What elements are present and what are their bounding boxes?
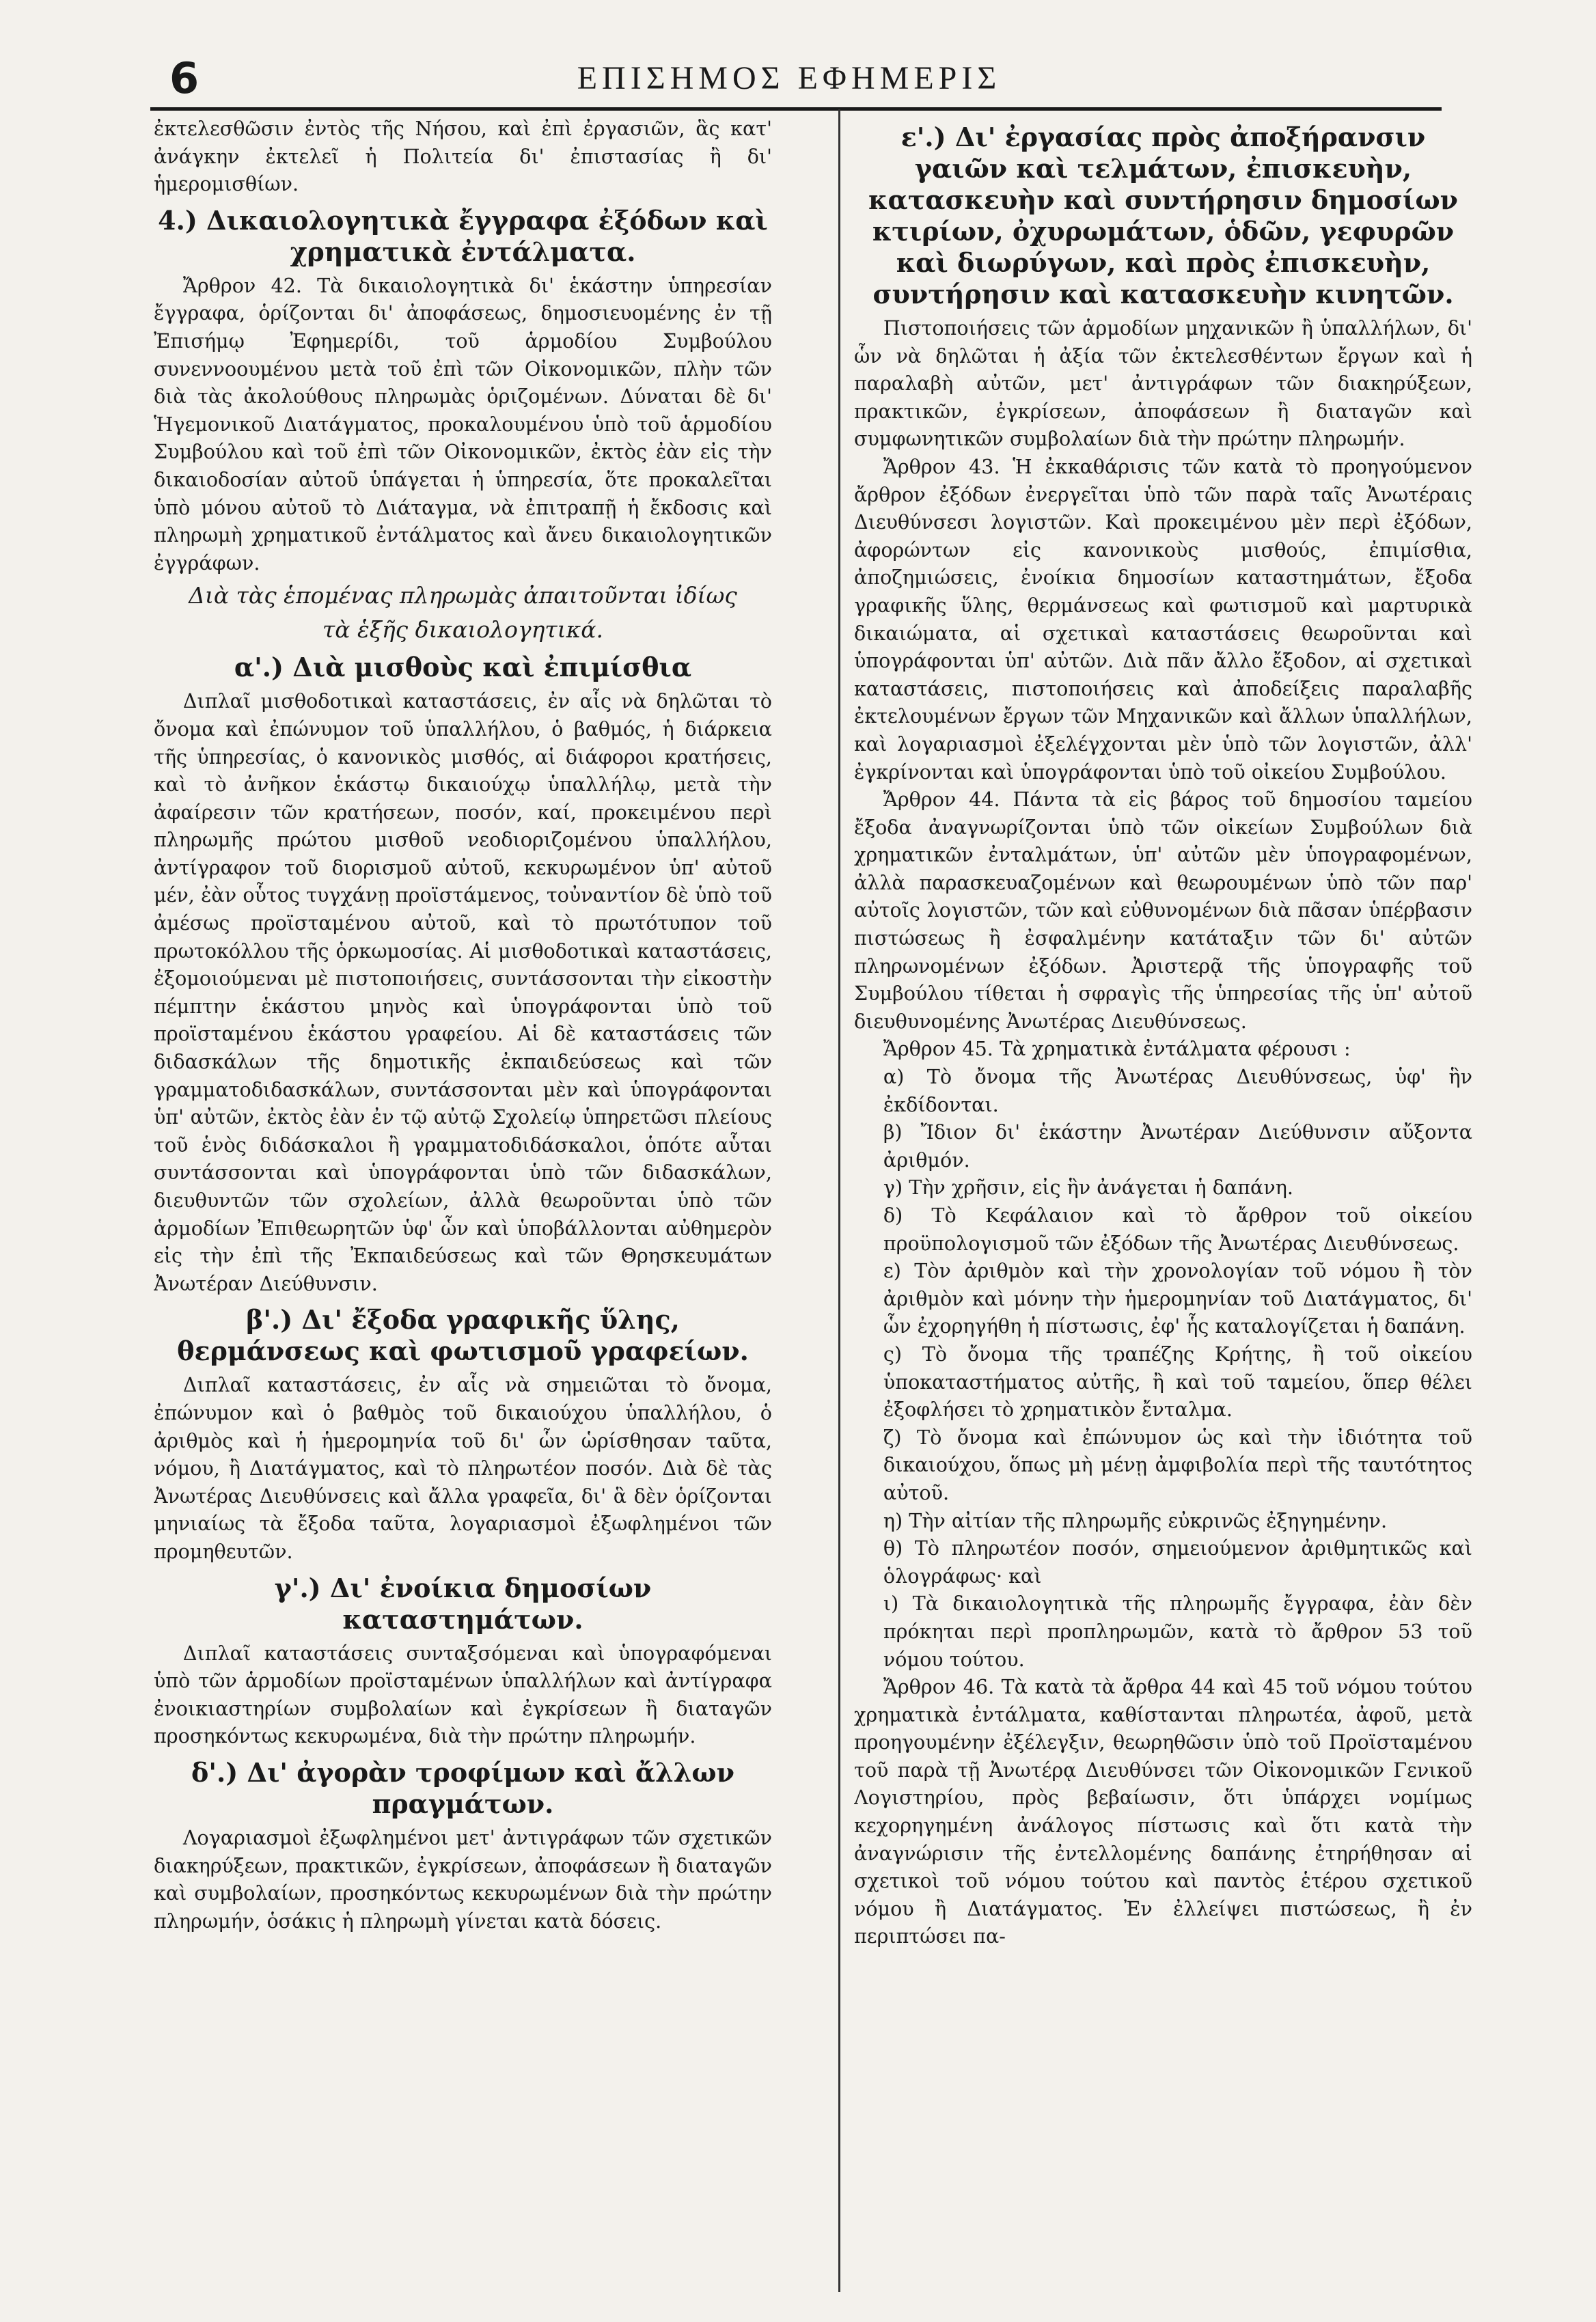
page-header (137, 51, 1442, 106)
article-paragraph: Ἄρθρον 45. Τὰ χρηματικὰ ἐντάλματα φέρουσι : (883, 1037, 1351, 1061)
column-divider (838, 109, 840, 2292)
list-item: ι) Τὰ δικαιολογητικὰ τῆς πληρωμῆς ἔγγραφα, ἐὰν δὲν πρόκηται περὶ προπληρωμῶν, κατὰ τὸ ἄρθρον 53 τοῦ νόμου τούτου. (883, 1592, 1472, 1671)
header-rule (150, 107, 1442, 111)
section-heading: 4.) Δικαιολογητικὰ ἔγγραφα ἐξόδων καὶ χρηματικὰ ἐντάλματα. (158, 204, 768, 267)
list-item: η) Τὴν αἰτίαν τῆς πληρωμῆς εὐκρινῶς ἐξηγημένην. (883, 1508, 1388, 1532)
list-item: δ) Τὸ Κεφάλαιον καὶ τὸ ἄρθρον τοῦ οἰκείου προϋπολογισμοῦ τῶν ἐξόδων τῆς Ἀνωτέρας Διευθύνσεως. (883, 1204, 1472, 1255)
italic-heading-line: Διὰ τὰς ἑπομένας πληρωμὰς ἀπαιτοῦνται ἰδίως (189, 582, 737, 609)
list-item: ε) Τὸν ἀριθμὸν καὶ τὴν χρονολογίαν τοῦ νόμου ἢ τὸν ἀριθμὸν καὶ μόνην τὴν ἡμερομηνίαν τοῦ Διατάγματος, δι' ὧν ἐχορηγήθη ἡ πίστωσις, ἐφ' ἧς καταλογίζεται ἡ δαπάνη. (883, 1259, 1472, 1338)
list-item: ζ) Τὸ ὄνομα καὶ ἐπώνυμον ὡς καὶ τὴν ἰδιότητα τοῦ δικαιούχου, ὅπως μὴ μένῃ ἀμφιβολία περὶ τῆς ταυτότητος αὐτοῦ. (883, 1425, 1472, 1504)
left-column (154, 115, 772, 2294)
list-item: α) Τὸ ὄνομα τῆς Ἀνωτέρας Διευθύνσεως, ὑφ' ἣν ἐκδίδονται. (883, 1065, 1472, 1116)
running-title: ΕΠΙΣΗΜΟΣ ΕΦΗΜΕΡΙΣ (577, 60, 1002, 96)
list-item: ς) Τὸ ὄνομα τῆς τραπέζης Κρήτης, ἢ τοῦ οἰκείου ὑποκαταστήματος αὐτῆς, ἢ καὶ τοῦ ταμείου, ὅπερ θέλει ἐξοφλήσει τὸ χρηματικὸν ἔνταλμα. (883, 1342, 1472, 1422)
subsection-heading: α'.) Διὰ μισθοὺς καὶ ἐπιμίσθια (234, 652, 692, 683)
article-paragraph: Ἄρθρον 42. Τὰ δικαιολογητικὰ δι' ἑκάστην ὑπηρεσίαν ἔγγραφα, ὁρίζονται δι' ἀποφάσεως, δημοσιευομένης ἐν τῇ Ἐπισήμῳ Ἐφημερίδι, τοῦ ἁρμοδίου Συμβούλου συνεννοουμένου μετὰ τοῦ ἐπὶ τῶν Οἰκονομικῶν, πλὴν τῶν διὰ τὰς ἀκολούθους πληρωμὰς ὁριζομένων. Δύναται δὲ δι' Ἡγεμονικοῦ Διατάγματος, προκαλουμένου ὑπὸ τοῦ ἁρμοδίου Συμβούλου καὶ τοῦ ἐπὶ τῶν Οἰκονομικῶν, ἐκτὸς ἐὰν εἰς τὴν δικαιοδοσίαν αὐτοῦ ὑπάγεται ἡ ὑπηρεσία, ὅτε προκαλεῖται ὑπὸ μόνου αὐτοῦ τὸ Διάταγμα, νὰ ἐπιτραπῇ ἡ ἔκδοσις καὶ πληρωμὴ χρηματικοῦ ἐντάλματος καὶ ἄνευ δικαιολογητικῶν ἐγγράφων. (154, 273, 772, 575)
subsection-heading: γ'.) Δι' ἐνοίκια δημοσίων καταστημάτων. (274, 1572, 652, 1635)
paragraph: Λογαριασμοὶ ἐξωφλημένοι μετ' ἀντιγράφων τῶν σχετικῶν διακηρύξεων, πρακτικῶν, ἐγκρίσεων, ἀποφάσεων ἢ διαταγῶν καὶ συμβολαίων, προσηκόντως κεκυρωμένων διὰ τὴν πρώτην πληρωμήν, ὁσάκις ἡ πληρωμὴ γίνεται κατὰ δόσεις. (154, 1825, 772, 1933)
list-item: θ) Τὸ πληρωτέον ποσόν, σημειούμενον ἀριθμητικῶς καὶ ὁλογράφως· καὶ (883, 1536, 1472, 1588)
paragraph: Διπλαῖ καταστάσεις, ἐν αἷς νὰ σημειῶται τὸ ὄνομα, ἐπώνυμον καὶ ὁ βαθμὸς τοῦ δικαιούχου ὑπαλλήλου, ὁ ἀριθμὸς καὶ ἡ ἡμερομηνία τοῦ δι' ὧν ὡρίσθησαν ταῦτα, νόμου, ἢ Διατάγματος, καὶ τὸ πληρωτέον ποσόν. Διὰ δὲ τὰς Ἀνωτέρας Διευθύνσεις καὶ ἄλλα γραφεῖα, δι' ἃ δὲν ὁρίζονται μηνιαίως τὰ ἔξοδα ταῦτα, λογαριασμοὶ ἐξωφλημένοι τῶν προμηθευτῶν. (154, 1373, 772, 1563)
list-item: γ) Τὴν χρῆσιν, εἰς ἣν ἀνάγεται ἡ δαπάνη. (883, 1176, 1293, 1200)
right-column (854, 115, 1472, 2294)
paragraph: Διπλαῖ μισθοδοτικαὶ καταστάσεις, ἐν αἷς νὰ δηλῶται τὸ ὄνομα καὶ ἐπώνυμον τοῦ ὑπαλλήλου, ὁ βαθμός, ἡ διάρκεια τῆς ὑπηρεσίας, ὁ κανονικὸς μισθός, αἱ διάφοροι κρατήσεις, καὶ τὸ ἀνῆκον ἑκάστῳ δικαιούχῳ ὑπαλλήλῳ, μετὰ τὴν ἀφαίρεσιν τῶν κρατήσεων, ποσόν, καί, προκειμένου περὶ πληρωμῆς πρώτου μισθοῦ νεοδιοριζομένου ὑπαλλήλου, ἀντίγραφον τοῦ διορισμοῦ αὐτοῦ, κεκυρωμένον ὑπ' αὐτοῦ μέν, ἐὰν οὗτος τυγχάνῃ προϊστάμενος, τοὐναντίον δὲ ὑπὸ τοῦ ἀμέσως προϊσταμένου αὐτοῦ, καὶ τὸ πρωτότυπον τοῦ πρωτοκόλλου τῆς ὁρκωμοσίας. Αἱ μισθοδοτικαὶ καταστάσεις, ἐξομοιούμεναι μὲ πιστοποιήσεις, συντάσσονται τὴν εἰκοστὴν πέμπτην ἑκάστου μηνὸς καὶ ὑπογράφονται ὑπὸ τοῦ προϊσταμένου ἑκάστου γραφείου. Αἱ δὲ καταστάσεις τῶν διδασκάλων τῆς δημοτικῆς ἐκπαιδεύσεως καὶ τῶν γραμματοδιδασκάλων, συντάσσονται μὲν καὶ ὑπογράφονται ὑπ' αὐτῶν, ἐκτὸς ἐὰν ἐν τῷ αὐτῷ Σχολείῳ ὑπηρετῶσι πλείους τοῦ ἑνὸς διδάσκαλοι ἢ γραμματοδιδάσκαλοι, ὁπότε αὗται συντάσσονται καὶ ὑπογράφονται ὑπὸ τῶν διδασκάλων, διευθυντῶν τῶν σχολείων, ἀλλὰ θεωροῦνται ὑπὸ τῶν ἁρμοδίων Ἐπιθεωρητῶν ὑφ' ὧν καὶ ὑποβάλλονται αὐθημερὸν εἰς τὴν ἐπὶ τῆς Ἐκπαιδεύσεως καὶ τῶν Θρησκευμάτων Ἀνωτέραν Διεύθυνσιν. (154, 689, 772, 1295)
article-paragraph: Ἄρθρον 44. Πάντα τὰ εἰς βάρος τοῦ δημοσίου ταμείου ἔξοδα ἀναγνωρίζονται ὑπὸ τῶν οἰκείων Συμβούλων διὰ χρηματικῶν ἐνταλμάτων, ὑπ' αὐτῶν μὲν ὑπογραφομένων, ἀλλὰ παρασκευαζομένων καὶ θεωρουμένων ὑπὸ τῶν παρ' αὐτοῖς λογιστῶν, τῶν καὶ εὐθυνομένων διὰ πᾶσαν ὑπέρβασιν πιστώσεως ἢ ἐσφαλμένην κατάταξιν τῶν δι' αὐτῶν πληρωνομένων ἐξόδων. Ἀριστερᾷ τῆς ὑπογραφῆς τοῦ Συμβούλου τίθεται ἡ σφραγὶς τῆς ὑπηρεσίας τῆς ὑπ' αὐτοῦ διευθυνομένης Ἀνωτέρας Διευθύνσεως. (854, 788, 1472, 1033)
page-number: 6 (169, 53, 200, 103)
paragraph: Πιστοποιήσεις τῶν ἁρμοδίων μηχανικῶν ἢ ὑπαλλήλων, δι' ὧν νὰ δηλῶται ἡ ἀξία τῶν ἐκτελεσθέντων ἔργων καὶ ἡ παραλαβὴ αὐτῶν, μετ' ἀντιγράφων τῶν διακηρύξεων, πρακτικῶν, ἐγκρίσεων, ἀποφάσεων ἢ διαταγῶν καὶ συμφωνητικῶν συμβολαίων διὰ τὴν πρώτην πληρωμήν. (854, 316, 1472, 451)
subsection-heading: β'.) Δι' ἔξοδα γραφικῆς ὕλης, θερμάνσεως καὶ φωτισμοῦ γραφείων. (177, 1304, 749, 1367)
italic-heading-line: τὰ ἑξῆς δικαιολογητικά. (322, 616, 604, 644)
paragraph: ἐκτελεσθῶσιν ἐντὸς τῆς Νήσου, καὶ ἐπὶ ἐργασιῶν, ἃς κατ' ἀνάγκην ἐκτελεῖ ἡ Πολιτεία δι' ἐπιστασίας ἢ δι' ἡμερομισθίων. (154, 117, 772, 196)
subsection-heading: ε'.) Δι' ἐργασίας πρὸς ἀποξήρανσιν γαιῶν καὶ τελμάτων, ἐπισκευὴν, κατασκευὴν καὶ συντήρησιν δημοσίων κτιρίων, ὀχυρωμάτων, ὁδῶν, γεφυρῶν καὶ διωρύγων, καὶ πρὸς ἐπισκευὴν, συντήρησιν καὶ κατασκευὴν κινητῶν. (868, 122, 1458, 309)
paragraph: Διπλαῖ καταστάσεις συνταξσόμεναι καὶ ὑπογραφόμεναι ὑπὸ τῶν ἁρμοδίων προϊσταμένων ὑπαλλήλων καὶ ἀντίγραφα ἐνοικιαστηρίων συμβολαίων καὶ ἐγκρίσεων ἢ διαταγῶν προσηκόντως κεκυρωμένα, διὰ τὴν πρώτην πληρωμήν. (154, 1641, 772, 1748)
article-paragraph: Ἄρθρον 43. Ἡ ἐκκαθάρισις τῶν κατὰ τὸ προηγούμενον ἄρθρον ἐξόδων ἐνεργεῖται ὑπὸ τῶν παρὰ ταῖς Ἀνωτέραις Διευθύνσεσι λογιστῶν. Καὶ προκειμένου μὲν περὶ ἐξόδων, ἀφορώντων εἰς κανονικοὺς μισθούς, ἐπιμίσθια, ἀποζημιώσεις, ἐνοίκια δημοσίων καταστημάτων, ἔξοδα γραφικῆς ὕλης, θερμάνσεως καὶ φωτισμοῦ καὶ μαρτυρικὰ δικαιώματα, αἱ σχετικαὶ καταστάσεις θεωροῦνται καὶ ὑπογράφονται ὑπ' αὐτῶν. Διὰ πᾶν ἄλλο ἔξοδον, αἱ σχετικαὶ καταστάσεις, πιστοποιήσεις καὶ ἀποδείξεις παραλαβῆς ἐκτελουμένων ἔργων τῶν Μηχανικῶν καὶ ἄλλων ὑπαλλήλων, καὶ λογαριασμοὶ ἐξελέγχονται μὲν ὑπὸ τῶν λογιστῶν, ἀλλ' ἐγκρίνονται καὶ ὑπογράφονται ὑπὸ τοῦ οἰκείου Συμβούλου. (854, 454, 1472, 784)
article-paragraph: Ἄρθρον 46. Τὰ κατὰ τὰ ἄρθρα 44 καὶ 45 τοῦ νόμου τούτου χρηματικὰ ἐντάλματα, καθίστανται πληρωτέα, ἀφοῦ, μετὰ προηγουμένην ἐξέλεγξιν, θεωρηθῶσιν ὑπὸ τοῦ Προϊσταμένου τοῦ παρὰ τῇ Ἀνωτέρᾳ Διευθύνσει τῶν Οἰκονομικῶν Γενικοῦ Λογιστηρίου, πρὸς βεβαίωσιν, ὅτι ὑπάρχει νομίμως κεχορηγημένη ἀνάλογος πίστωσις καὶ ὅτι κατὰ τὴν ἀναγνώρισιν τῆς ἐντελλομένης δαπάνης ἐτηρήθησαν αἱ σχετικοὶ τοῦ νόμου τούτου καὶ παντὸς ἑτέρου σχετικοῦ νόμου ἢ Διατάγματος. Ἐν ἐλλείψει πιστώσεως, ἢ ἐν περιπτώσει πα- (854, 1675, 1472, 1948)
subsection-heading: δ'.) Δι' ἀγορὰν τροφίμων καὶ ἄλλων πραγμάτων. (191, 1756, 734, 1819)
list-item: β) Ἴδιον δι' ἑκάστην Ἀνωτέραν Διεύθυνσιν αὔξοντα ἀριθμόν. (883, 1120, 1472, 1172)
